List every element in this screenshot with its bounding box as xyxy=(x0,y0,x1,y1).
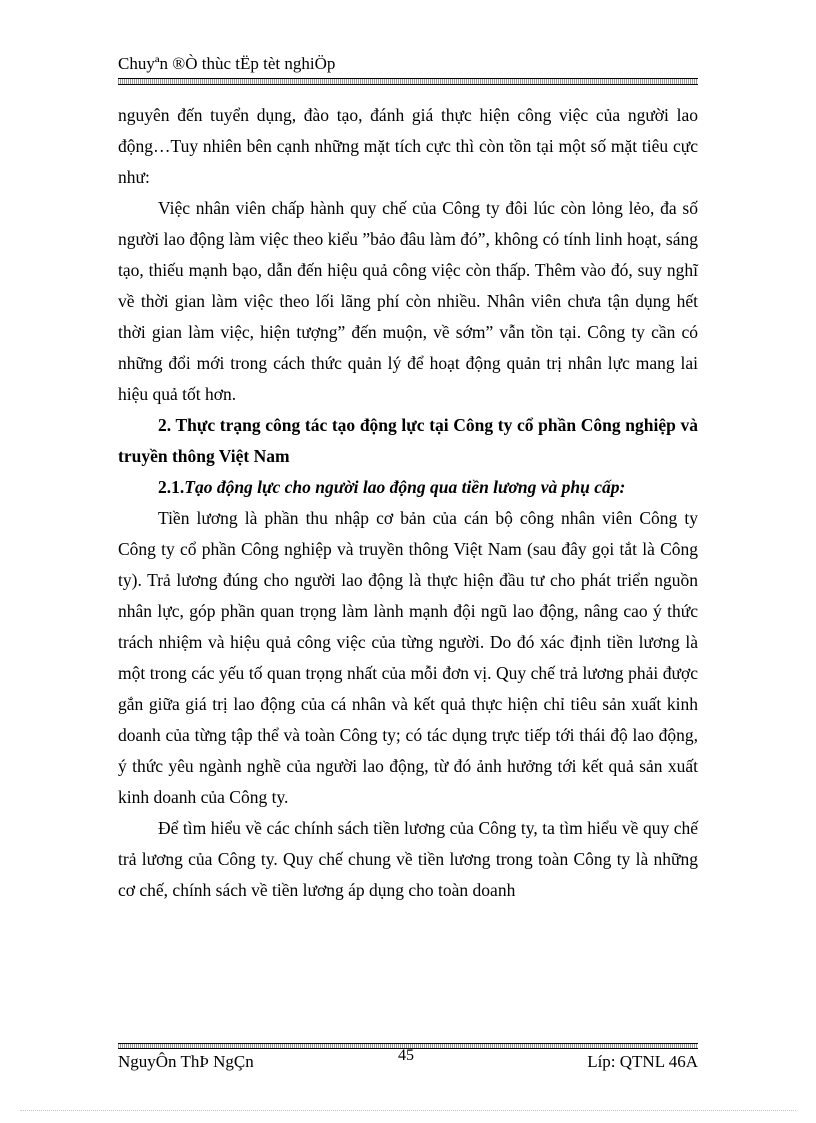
subsection-number: 2.1. xyxy=(158,477,185,497)
section-heading-2: 2. Thực trạng công tác tạo động lực tại Công ty cổ phần Công nghiệp và truyền thông Việt Nam xyxy=(118,415,698,466)
paragraph-salary-policy: Để tìm hiểu về các chính sách tiền lương của Công ty, ta tìm hiểu về quy chế trả lương của Công ty. Quy chế chung về tiền lương trong toàn Công ty là những cơ chế, chính sách về tiền lương áp dụng cho toàn doanh xyxy=(118,818,698,900)
subsection-heading-2-1 xyxy=(118,472,698,503)
page-header-title: Chuyªn ®Ò thùc tËp tèt nghiÖp xyxy=(118,54,336,73)
footer-author: NguyÔn ThÞ NgÇn xyxy=(118,1052,254,1071)
paragraph-continuation: nguyên đến tuyển dụng, đào tạo, đánh giá thực hiện công việc của người lao động…Tuy nhiên bên cạnh những mặt tích cực thì còn tồn tại một số mặt tiêu cực như: xyxy=(118,105,698,187)
subsection-title: Tạo động lực cho người lao động qua tiền lương và phụ cấp: xyxy=(184,477,626,497)
page-bottom-border xyxy=(20,1110,796,1111)
paragraph-salary-intro: Tiền lương là phần thu nhập cơ bản của cán bộ công nhân viên Công ty Công ty cổ phần Công nghiệp và truyền thông Việt Nam (sau đây gọi tắt là Công ty). Trả lương đúng cho người lao động là thực hiện đầu tư cho phát triển nguồn nhân lực, góp phần quan trọng làm lành mạnh đội ngũ lao động, nâng cao ý thức trách nhiệm và hiệu quả công việc của từng người. Do đó xác định tiền lương là một trong các yếu tố quan trọng nhất của mỗi đơn vị. Quy chế trả lương phải được gắn giữa giá trị lao động của cá nhân và kết quả thực hiện chỉ tiêu sản xuất kinh doanh của từng tập thể và toàn Công ty; có tác dụng trực tiếp tới thái độ lao động, ý thức yêu ngành nghề của người lao động, từ đó ảnh hưởng tới kết quả sản xuất kinh doanh của Công ty. xyxy=(118,508,698,807)
header-rule xyxy=(118,78,698,85)
footer-class: Líp: QTNL 46A xyxy=(587,1052,698,1071)
page-number: 45 xyxy=(398,1047,414,1064)
document-body xyxy=(118,100,698,906)
paragraph-negative-aspects: Việc nhân viên chấp hành quy chế của Công ty đôi lúc còn lỏng lẻo, đa số người lao động làm việc theo kiểu ”bảo đâu làm đó”, không có tính linh hoạt, sáng tạo, thiếu mạnh bạo, dẫn đến hiệu quả công việc còn thấp. Thêm vào đó, suy nghĩ về thời gian làm việc theo lối lãng phí còn nhiều. Nhân viên chưa tận dụng hết thời gian làm việc, hiện tượng” đến muộn, về sớm” vẫn tồn tại. Công ty cần có những đổi mới trong cách thức quản lý để hoạt động quản trị nhân lực mang lai hiệu quả tốt hơn. xyxy=(118,198,698,404)
page-footer xyxy=(118,1049,698,1075)
